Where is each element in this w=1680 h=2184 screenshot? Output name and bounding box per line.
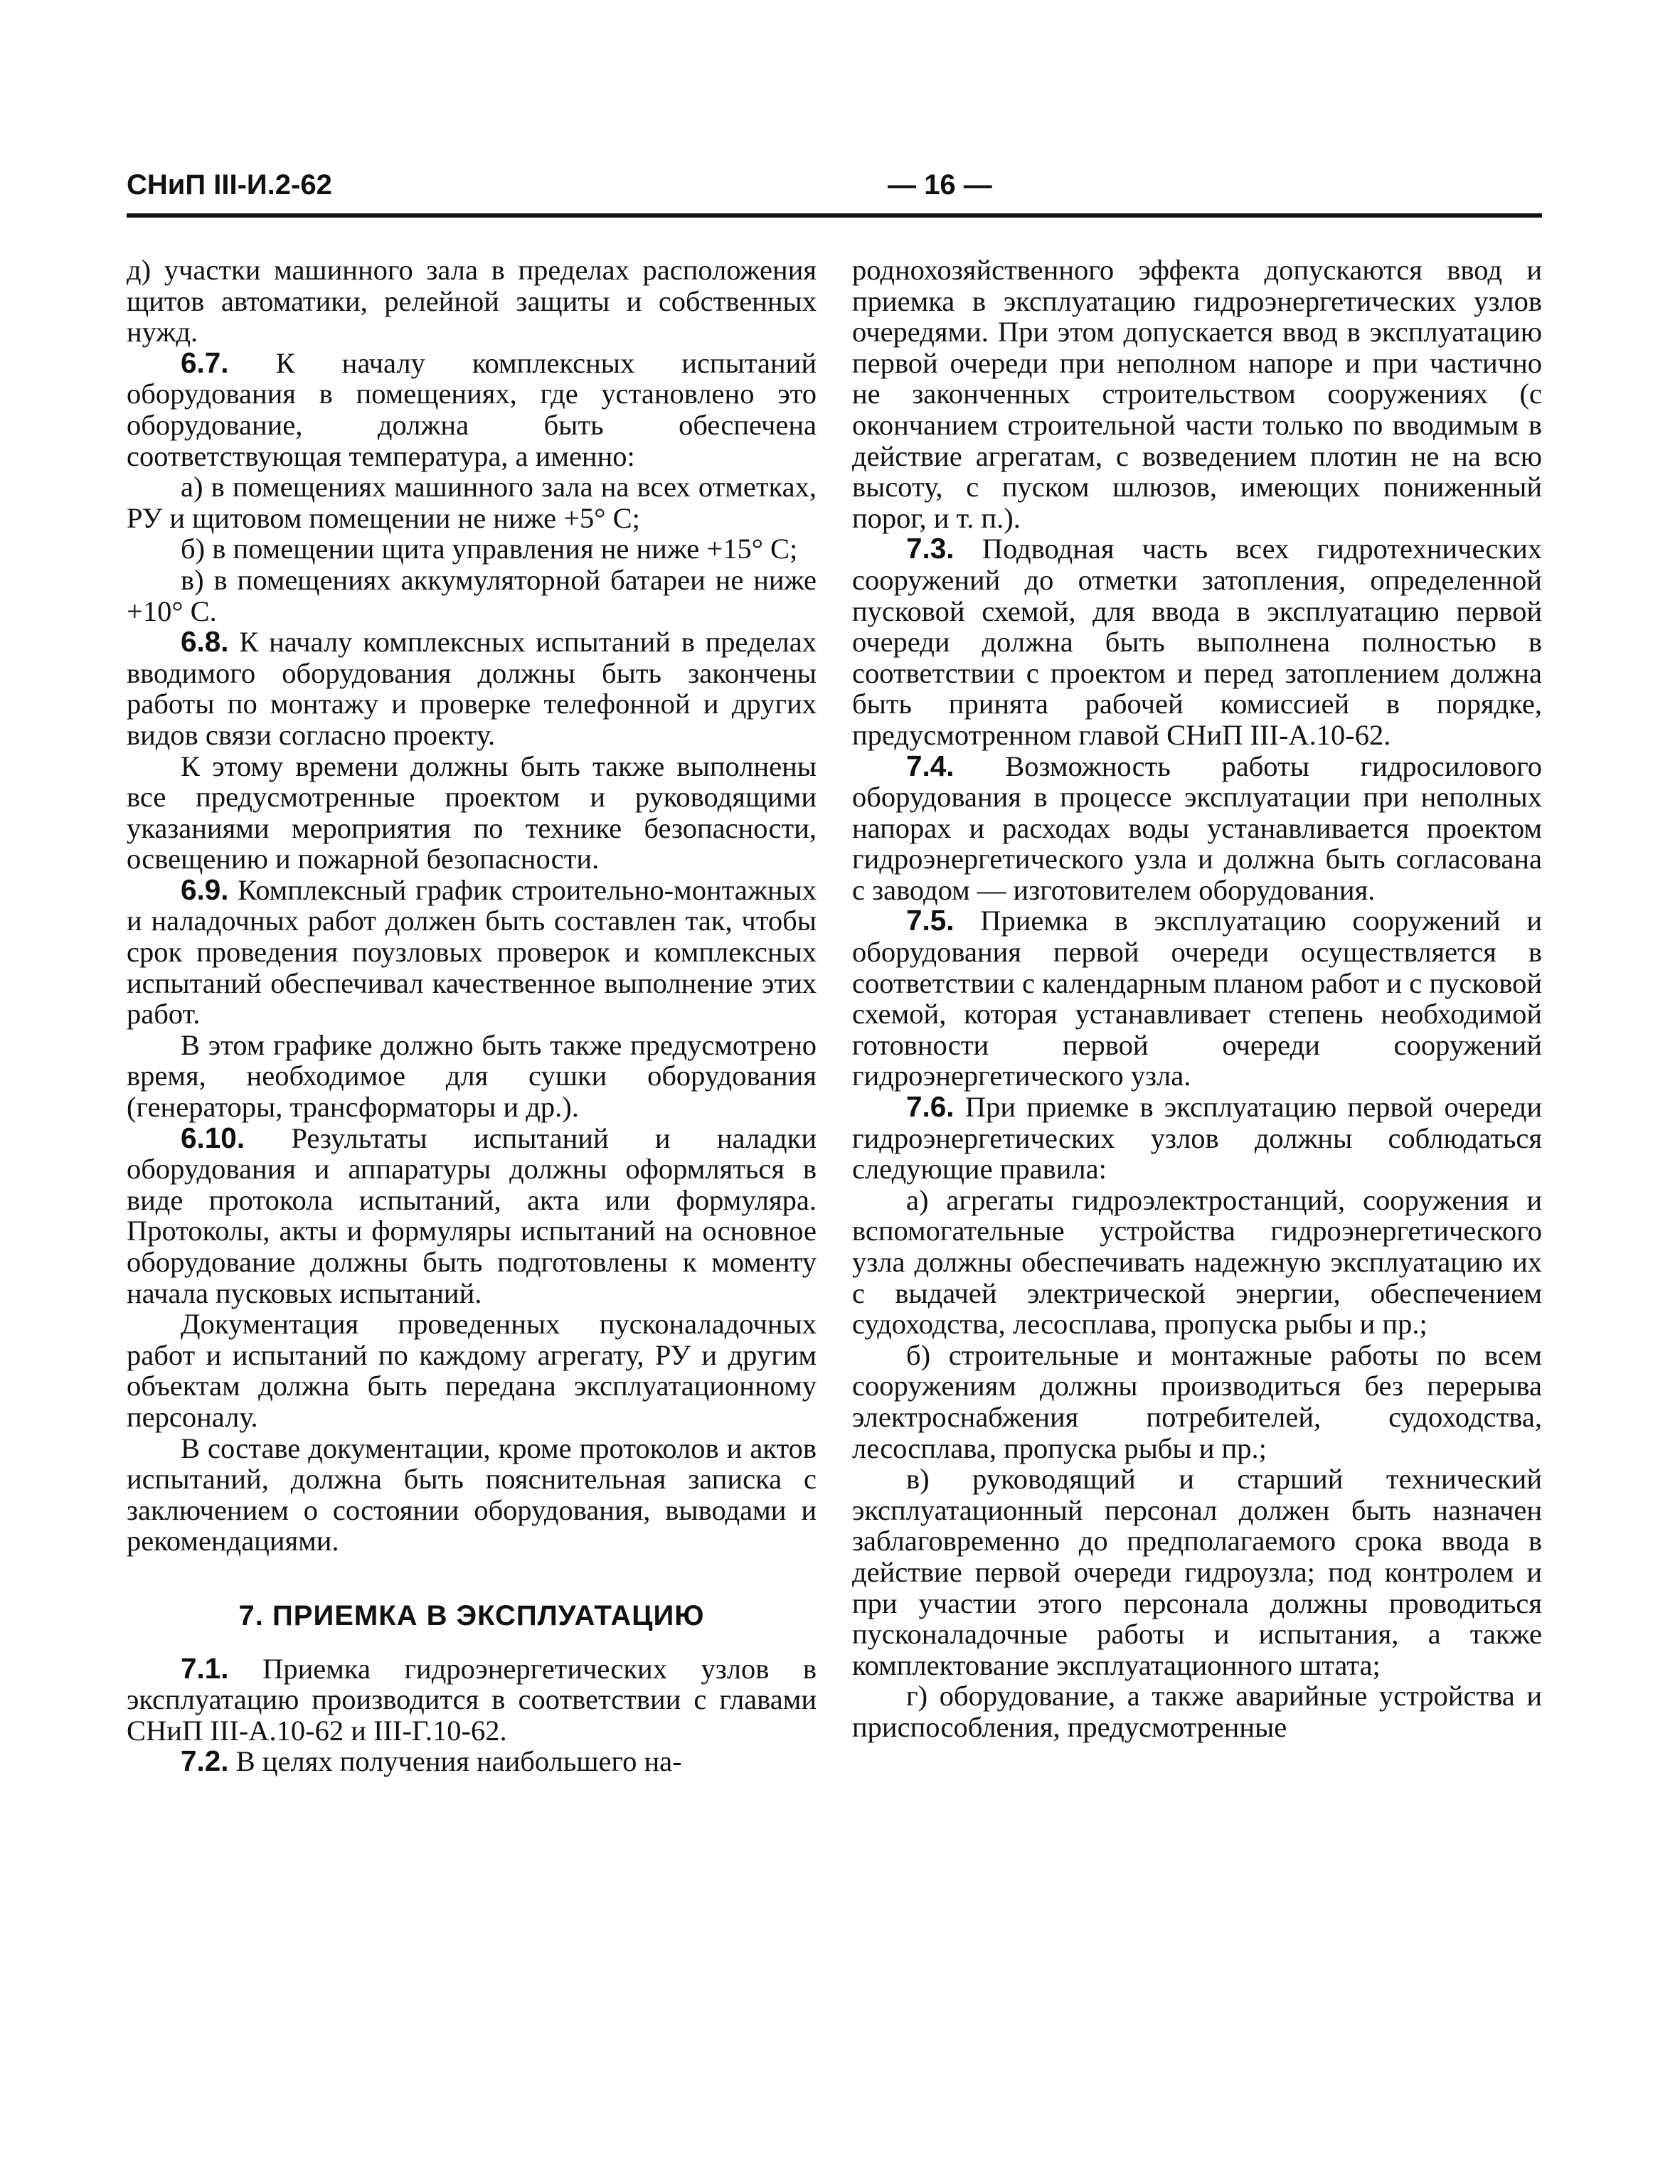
clause-number: 6.8.	[181, 625, 229, 659]
paragraph	[852, 1185, 1542, 1340]
paragraph	[852, 1092, 1542, 1185]
paragraph	[852, 751, 1542, 906]
paragraph	[127, 627, 817, 750]
paragraph-text: д) участки машинного зала в пределах расположения щитов автоматики, релейной защиты и собственных нужд.	[127, 254, 817, 348]
paragraph	[127, 348, 817, 472]
document-code: СНиП III-И.2-62	[127, 169, 332, 201]
clause-number: 7.5.	[906, 904, 955, 937]
header-rule	[127, 213, 1542, 218]
page-header	[127, 169, 1542, 212]
paragraph	[127, 1433, 817, 1557]
clause-number: 7.4.	[906, 749, 955, 782]
paragraph	[127, 751, 817, 875]
clause-number: 7.2.	[181, 1744, 229, 1778]
paragraph-text: К началу комплексных испытаний в пределах вводимого оборудования должны быть закончены работы по монтажу и проверке телефонной и других видов связи согласно проекту.	[127, 626, 817, 751]
clause-number: 6.9.	[181, 873, 229, 906]
paragraph-text: в) руководящий и старший технический эксплуатационный персонал должен быть назначен заблаговременно до предполагаемого срока ввода в действие первой очереди гидроузла; под контролем и при участии этого персонала должны проводиться пусконаладочные работы и испытания, а также комплектование эксплуатационного штата;	[852, 1463, 1542, 1681]
paragraph-text: роднохозяйственного эффекта допускаются ввод и приемка в эксплуатацию гидроэнергетических узлов очередями. При этом допускается ввод в эксплуатацию первой очереди при неполном напоре и при частично не законченных строительством сооружениях (с окончанием строительной части только по вводимым в действие агрегатам, с возведением плотин не на всю высоту, с пуском шлюзов, имеющих пониженный порог, и т. п.).	[852, 254, 1542, 534]
paragraph-text: В составе документации, кроме протоколов и актов испытаний, должна быть пояснительная записка с заключением о состоянии оборудования, выводами и рекомендациями.	[127, 1432, 817, 1557]
paragraph	[127, 875, 817, 1030]
right-column	[852, 255, 1542, 1743]
paragraph-text: При приемке в эксплуатацию первой очереди гидроэнергетических узлов должны соблюдаться следующие правила:	[852, 1091, 1542, 1186]
paragraph-text: К началу комплексных испытаний оборудования в помещениях, где установлено это оборудование, должна быть обеспечена соответствующая температура, а именно:	[127, 346, 817, 472]
paragraph	[852, 533, 1542, 750]
section-title: 7. ПРИЕМКА В ЭКСПЛУАТАЦИЮ	[238, 1599, 705, 1631]
paragraph-text: В целях получения наибольшего на-	[228, 1745, 682, 1778]
paragraph-text: г) оборудование, а также аварийные устройства и приспособления, предусмотренные	[852, 1680, 1542, 1743]
paragraph-text: Документация проведенных пусконаладочных работ и испытаний по каждому агрегату, РУ и другим объектам должна быть передана эксплуатационному персоналу.	[127, 1308, 817, 1433]
paragraph	[127, 565, 817, 627]
paragraph	[127, 472, 817, 533]
paragraph	[852, 905, 1542, 1092]
left-column	[127, 255, 817, 1777]
paragraph	[127, 1030, 817, 1123]
paragraph-text: а) агрегаты гидроэлектростанций, сооружения и вспомогательные устройства гидроэнергетического узла должны обеспечивать надежную эксплуатацию их с выдачей электрической энергии, обеспечением судоходства, лесосплава, пропуска рыбы и пр.;	[852, 1183, 1542, 1341]
paragraph-text: В этом графике должно быть также предусмотрено время, необходимое для сушки оборудования (генераторы, трансформаторы и др.).	[127, 1028, 817, 1124]
paragraph-text: а) в помещениях машинного зала на всех отметках, РУ и щитовом помещении не ниже +5° С;	[127, 471, 817, 534]
paragraph	[127, 255, 817, 348]
paragraph	[852, 1680, 1542, 1742]
paragraph-text: Результаты испытаний и наладки оборудования и аппаратуры должны оформляться в виде протокола испытаний, акта или формуляра. Протоколы, акты и формуляры испытаний на основное оборудование должны быть подготовлены к моменту начала пусковых испытаний.	[127, 1122, 817, 1309]
paragraph-text: Подводная часть всех гидротехнических сооружений до отметки затопления, определенной пусковой схемой, для ввода в эксплуатацию первой очереди должна быть выполнена полностью в соответствии с проектом и перед затоплением должна быть принята рабочей комиссией в порядке, предусмотренном главой СНиП III-А.10-62.	[852, 533, 1542, 751]
paragraph	[127, 1653, 817, 1747]
clause-number: 7.1.	[181, 1651, 229, 1685]
clause-number: 7.3.	[906, 532, 955, 565]
paragraph-text: Приемка гидроэнергетических узлов в эксплуатацию производится в соответствии с главами СНиП III-А.10-62 и III-Г.10-62.	[127, 1652, 817, 1747]
paragraph-text: Возможность работы гидросилового оборудования в процессе эксплуатации при неполных напорах и расходах воды устанавливается проектом гидроэнергетического узла и должна быть согласована с заводом — изготовителем оборудования.	[852, 750, 1542, 906]
clause-number: 6.10.	[181, 1121, 245, 1154]
paragraph	[852, 255, 1542, 533]
paragraph	[852, 1340, 1542, 1464]
clause-number: 6.7.	[181, 346, 229, 379]
paragraph	[127, 1746, 817, 1777]
paragraph-text: Приемка в эксплуатацию сооружений и оборудования первой очереди осуществляется в соответствии с календарным планом работ и с пусковой схемой, которая устанавливает степень необходимой готовности первой очереди сооружений гидроэнергетического узла.	[852, 905, 1542, 1092]
paragraph	[127, 1123, 817, 1309]
paragraph	[127, 533, 817, 565]
paragraph-text: Комплексный график строительно-монтажных и наладочных работ должен быть составлен так, чтобы срок проведения поузловых проверок и комплексных испытаний обеспечивал качественное выполнение этих работ.	[127, 873, 817, 1030]
clause-number: 7.6.	[906, 1090, 955, 1124]
paragraph-text: К этому времени должны быть также выполнены все предусмотренные проектом и руководящими указаниями мероприятия по технике безопасности, освещению и пожарной безопасности.	[127, 750, 817, 875]
paragraph	[127, 1309, 817, 1432]
paragraph-text: б) в помещении щита управления не ниже +15° С;	[181, 533, 798, 565]
page-number: — 16 —	[888, 169, 992, 201]
paragraph	[852, 1464, 1542, 1680]
paragraph-text: в) в помещениях аккумуляторной батареи не ниже +10° С.	[127, 563, 817, 627]
paragraph-text: б) строительные и монтажные работы по всем сооружениям должны производиться без перерыва электроснабжения потребителей, судоходства, лесосплава, пропуска рыбы и пр.;	[852, 1338, 1542, 1464]
